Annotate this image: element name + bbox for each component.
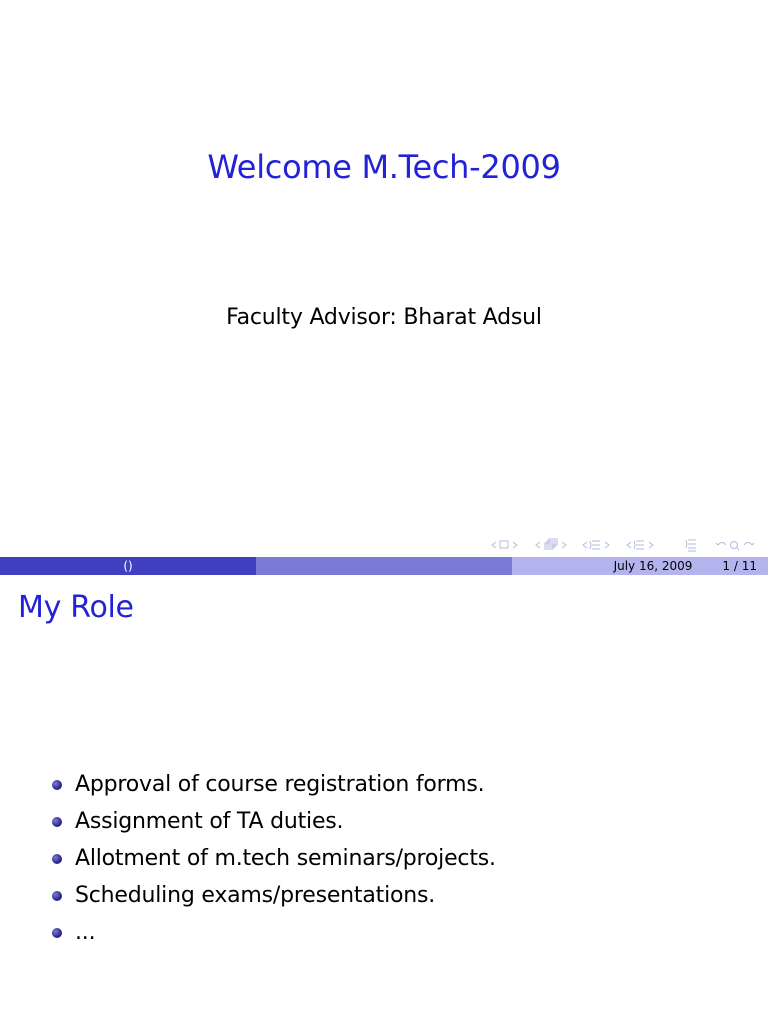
list-item [52,840,496,877]
list-item-text: Allotment of m.tech seminars/projects. [75,846,496,871]
nav-prev-section-icon[interactable] [583,542,587,548]
nav-subsection-icon[interactable] [545,539,557,549]
footer-author: () [0,557,256,575]
nav-prev-list-icon[interactable] [627,542,631,548]
slide-subtitle: Faculty Advisor: Bharat Adsul [226,305,542,330]
slide-2 [0,576,768,1024]
list-item-text: Assignment of TA duties. [75,809,344,834]
bullet-icon [52,780,62,790]
footer-date: July 16, 2009 [613,559,693,573]
nav-list-icon[interactable] [634,541,644,549]
nav-forward-icon[interactable] [744,543,754,546]
nav-next-subsection-icon[interactable] [562,542,566,548]
list-item-text: Approval of course registration forms. [75,772,485,797]
list-item-text: ... [75,920,96,945]
slide-title: Welcome M.Tech-2009 [207,148,561,186]
frame-title: My Role [18,590,134,625]
footer-page-number: 1 / 11 [722,559,757,573]
nav-prev-subsection-icon[interactable] [536,542,540,548]
footer-info [512,557,768,575]
bullet-icon [52,891,62,901]
nav-align-icon[interactable] [686,540,696,551]
footer-title-segment [256,557,512,575]
nav-prev-frame-icon[interactable] [492,542,496,548]
nav-back-icon[interactable] [716,543,726,546]
list-item-text: Scheduling exams/presentations. [75,883,436,908]
bullet-icon [52,817,62,827]
list-item [52,914,496,951]
slide-footer [0,557,768,575]
list-item [52,766,496,803]
bullet-icon [52,854,62,864]
nav-search-icon[interactable] [731,542,740,551]
nav-next-frame-icon[interactable] [513,542,517,548]
list-item [52,803,496,840]
bullet-icon [52,928,62,938]
nav-next-list-icon[interactable] [649,542,653,548]
list-item [52,877,496,914]
nav-section-icon[interactable] [590,541,600,549]
beamer-navigation [490,537,760,553]
nav-next-section-icon[interactable] [605,542,609,548]
bullet-list [52,766,496,951]
nav-frame-icon[interactable] [500,541,508,548]
